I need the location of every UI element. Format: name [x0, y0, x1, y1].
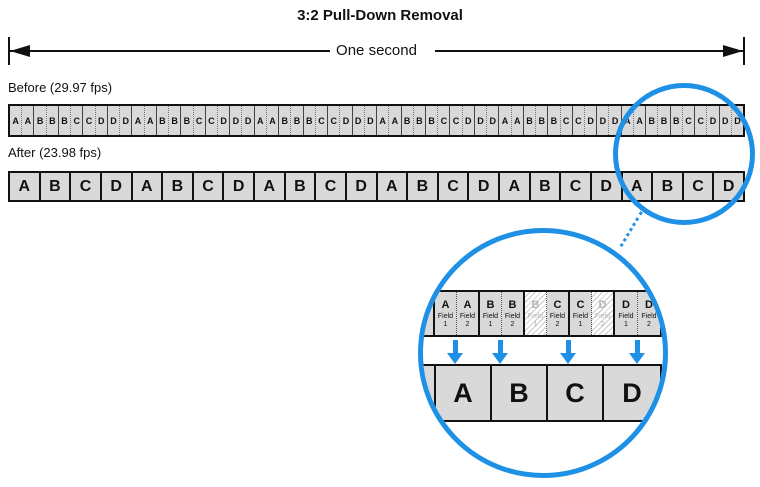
before-frame — [132, 106, 156, 135]
before-field: C — [440, 115, 448, 126]
field-letter: D — [645, 298, 653, 311]
before-field: D — [720, 106, 732, 135]
after-frame: B — [163, 173, 194, 200]
page-title: 3:2 Pull-Down Removal — [297, 7, 463, 24]
one-second-ruler — [8, 37, 745, 65]
before-frame — [255, 106, 279, 135]
field-number: 1 — [533, 320, 538, 328]
field-letter: A — [441, 298, 450, 311]
field-word: Field — [504, 312, 521, 320]
before-field: B — [157, 106, 169, 135]
before-frame — [573, 106, 597, 135]
field-word: Field — [618, 312, 634, 320]
field-number: 1 — [624, 320, 628, 328]
before-frame — [279, 106, 303, 135]
before-frame — [157, 106, 181, 135]
after-frame: C — [684, 173, 715, 200]
removed-field-cell — [592, 292, 613, 335]
zoom-field-frame — [615, 292, 660, 335]
down-arrow-icon — [492, 340, 508, 364]
before-field: D — [489, 115, 496, 126]
before-field: C — [73, 115, 81, 126]
before-field: C — [685, 115, 692, 126]
before-field: B — [416, 115, 423, 126]
after-frame: D — [347, 173, 378, 200]
clipped-field-cell — [418, 292, 435, 335]
before-field: A — [10, 106, 22, 135]
before-field: A — [499, 106, 511, 135]
before-field: B — [524, 106, 536, 135]
before-field: B — [279, 106, 291, 135]
arrow-head — [447, 353, 463, 364]
field-letter: B — [486, 298, 495, 311]
arrow-head — [629, 353, 645, 364]
field-cell — [502, 292, 523, 335]
before-field: C — [206, 106, 218, 135]
clipped-field-cell — [660, 292, 668, 335]
arrow-shaft — [635, 340, 640, 354]
field-word: Field — [572, 312, 589, 320]
after-frame: B — [531, 173, 562, 200]
before-frame — [83, 106, 107, 135]
before-field: D — [98, 115, 105, 126]
after-frame: C — [316, 173, 347, 200]
before-field: A — [377, 106, 389, 135]
before-field: A — [132, 106, 144, 135]
before-field: B — [304, 106, 316, 135]
before-field: C — [573, 106, 585, 135]
field-cell — [638, 292, 660, 335]
before-frame — [475, 106, 499, 135]
field-word: Field — [459, 312, 476, 320]
before-field: D — [597, 106, 609, 135]
field-letter: C — [553, 298, 562, 311]
before-field: B — [59, 106, 71, 135]
after-frame: A — [133, 173, 164, 200]
before-label: Before (29.97 fps) — [8, 80, 113, 95]
dotted-connector — [620, 211, 643, 247]
before-field: B — [671, 106, 683, 135]
before-field: A — [269, 115, 276, 126]
field-cell — [457, 292, 478, 335]
before-field: D — [342, 115, 350, 126]
before-field: B — [181, 106, 193, 135]
before-frame — [426, 106, 450, 135]
before-field: B — [646, 106, 658, 135]
after-frame: D — [592, 173, 623, 200]
clipped-frame-cell — [418, 366, 436, 420]
before-field: D — [108, 106, 120, 135]
before-field: D — [244, 115, 252, 126]
before-field: C — [195, 115, 203, 126]
before-field: A — [513, 115, 521, 126]
before-frame — [402, 106, 426, 135]
after-frame: A — [255, 173, 286, 200]
before-field: C — [328, 106, 340, 135]
field-number: 2 — [647, 320, 651, 328]
zoom-field-strip — [418, 290, 668, 337]
after-frame: D — [224, 173, 255, 200]
after-frame: B — [41, 173, 72, 200]
down-arrow-icon — [560, 340, 576, 364]
arrow-shaft — [498, 340, 503, 354]
before-field: B — [49, 115, 56, 126]
after-frame: C — [194, 173, 225, 200]
field-word: Field — [527, 312, 544, 320]
before-frame — [328, 106, 352, 135]
before-field: D — [220, 115, 227, 126]
zoom-frame-cell: A — [436, 366, 492, 420]
before-field: A — [255, 106, 267, 135]
before-frame — [230, 106, 254, 135]
after-frame: D — [102, 173, 133, 200]
field-number: 2 — [465, 320, 470, 328]
after-frame: A — [378, 173, 409, 200]
field-cell — [435, 292, 457, 335]
before-frame — [524, 106, 548, 135]
before-field: D — [122, 115, 129, 126]
field-number: 1 — [488, 320, 493, 328]
before-frame — [450, 106, 474, 135]
before-field: B — [402, 106, 414, 135]
after-frame: D — [722, 177, 735, 195]
after-frame: C — [71, 173, 102, 200]
before-field: B — [171, 115, 178, 126]
before-field: A — [24, 115, 32, 126]
field-number: 1 — [443, 320, 448, 328]
before-field: C — [695, 106, 707, 135]
before-frame — [108, 106, 132, 135]
before-field: D — [353, 106, 365, 135]
before-field: D — [611, 115, 619, 126]
before-frame — [304, 106, 328, 135]
field-letter: D — [598, 298, 607, 311]
field-cell — [480, 292, 502, 335]
field-word: Field — [437, 312, 454, 320]
before-field: C — [83, 106, 95, 135]
arrow-head — [560, 353, 576, 364]
before-field: C — [318, 115, 325, 126]
before-frame — [34, 106, 58, 135]
after-frame: D — [469, 173, 500, 200]
after-frame: C — [439, 173, 470, 200]
before-field: D — [475, 106, 487, 135]
zoom-frame-strip — [418, 364, 662, 422]
after-frame: C — [561, 173, 592, 200]
before-field: C — [450, 106, 462, 135]
zoom-field-frame — [525, 292, 570, 335]
before-field: B — [293, 115, 301, 126]
ruler-label: One second — [336, 42, 417, 59]
field-number: 1 — [578, 320, 583, 328]
field-number: 2 — [600, 320, 605, 328]
field-letter: A — [463, 298, 472, 311]
field-word: Field — [594, 312, 611, 320]
field-letter: C — [576, 298, 585, 311]
before-field: A — [391, 115, 399, 126]
before-field: B — [34, 106, 46, 135]
zoom-frame-cell: B — [492, 366, 548, 420]
zoom-circle — [418, 228, 668, 478]
field-word: Field — [482, 312, 499, 320]
field-word: Field — [641, 312, 657, 320]
before-field: D — [709, 115, 717, 126]
before-frame — [206, 106, 230, 135]
field-letter: B — [531, 298, 540, 311]
field-letter: D — [622, 298, 630, 311]
before-frame — [548, 106, 572, 135]
before-frame — [499, 106, 523, 135]
field-word: Field — [549, 312, 566, 320]
after-label: After (23.98 fps) — [8, 145, 102, 160]
arrow-head — [492, 353, 508, 364]
before-field: A — [622, 106, 634, 135]
before-frame — [353, 106, 377, 135]
field-letter: B — [508, 298, 517, 311]
zoom-frame-cell: C — [548, 366, 604, 420]
zoom-field-frame — [480, 292, 525, 335]
zoom-field-frame — [435, 292, 480, 335]
down-arrow-icon — [629, 340, 645, 364]
before-frame — [59, 106, 83, 135]
before-field: D — [734, 115, 741, 126]
before-field: B — [426, 106, 438, 135]
field-cell — [615, 292, 638, 335]
after-frame: B — [408, 173, 439, 200]
before-field: D — [587, 115, 594, 126]
before-field: C — [562, 115, 570, 126]
arrow-shaft — [566, 340, 571, 354]
field-number: 2 — [555, 320, 560, 328]
magnifier-circle — [613, 83, 755, 225]
before-field: B — [538, 115, 545, 126]
field-number: 2 — [510, 320, 515, 328]
field-cell — [570, 292, 592, 335]
arrow-shaft — [453, 340, 458, 354]
zoom-field-frame — [570, 292, 615, 335]
before-field: D — [465, 115, 472, 126]
after-frame: A — [10, 173, 41, 200]
after-frame: A — [623, 173, 654, 200]
before-field: B — [660, 115, 668, 126]
zoom-frame-cell: D — [622, 377, 642, 408]
field-cell — [547, 292, 568, 335]
after-frame: B — [286, 173, 317, 200]
before-frame — [181, 106, 205, 135]
before-frame — [10, 106, 34, 135]
before-frame — [377, 106, 401, 135]
removed-field-cell — [525, 292, 547, 335]
before-field: D — [230, 106, 242, 135]
after-frame: B — [653, 173, 684, 200]
before-field: D — [367, 115, 374, 126]
before-field: B — [548, 106, 560, 135]
before-field: A — [636, 115, 643, 126]
before-field: A — [146, 115, 154, 126]
after-frame: A — [500, 173, 531, 200]
down-arrow-icon — [447, 340, 463, 364]
